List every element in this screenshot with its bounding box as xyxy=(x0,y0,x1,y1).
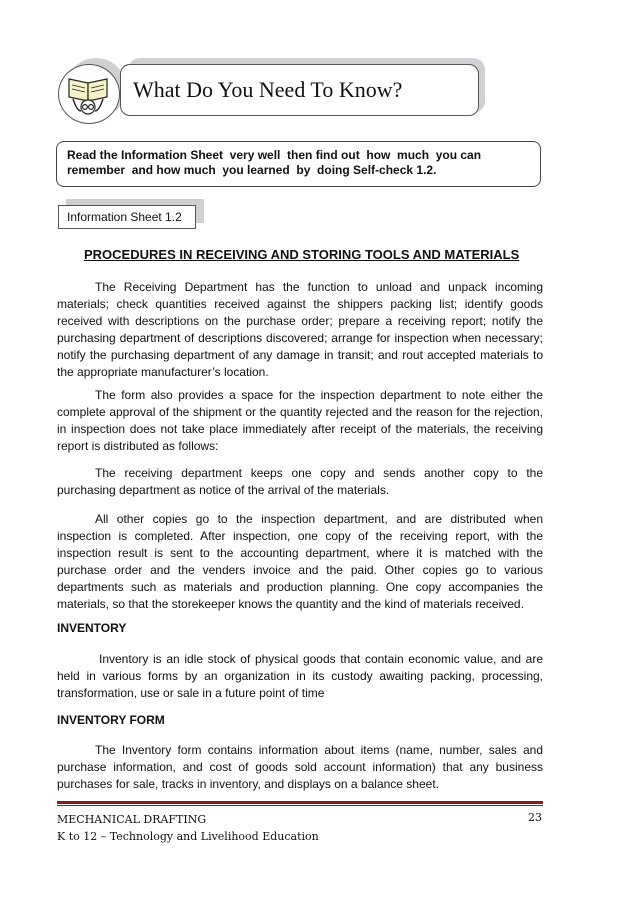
instruction-text xyxy=(67,148,481,178)
paragraph-receiving-copy: The receiving department keeps one copy and sends another copy to the purchasing department as notice of the arrival of the materials. xyxy=(57,466,543,497)
icon-badge xyxy=(58,64,120,124)
page-title: What Do You Need To Know? xyxy=(133,77,403,102)
section-heading: PROCEDURES IN RECEIVING AND STORING TOOLS AND MATERIALS xyxy=(84,247,520,262)
footer-course: MECHANICAL DRAFTING xyxy=(57,813,207,826)
instruction-line-2: remember and how much you learned by doing Self-check 1.2. xyxy=(67,163,437,177)
paragraph-other-copies: All other copies go to the inspection department, and are distributed when inspection is completed. After inspection, one copy of the receiving report, with the inspection result is sent to the accounting department, where it is matched with the purchase order and the venders invoice and the paid. Other copies go to various departments such as materials and production planning. One copy accompanies the materials, so that the storekeeper knows the quantity and the kind of materials received. xyxy=(57,512,543,611)
footer-subtitle: K to 12 – Technology and Livelihood Education xyxy=(57,830,319,843)
footer-rule-thin xyxy=(57,805,543,806)
reading-book-icon xyxy=(59,65,119,123)
instruction-line-1: Read the Information Sheet very well then find out how much you can xyxy=(67,148,482,162)
inventory-form-heading: INVENTORY FORM xyxy=(57,713,165,727)
footer-rule-thick xyxy=(57,801,543,804)
footer-text xyxy=(57,811,319,845)
info-sheet-tab xyxy=(58,205,196,229)
paragraph-receiving-department: The Receiving Department has the function to unload and unpack incoming materials; check quantities received against the shippers packing list; identify goods received with descriptions on the purchase order; prepare a receiving report; notify the purchasing department of descriptions discovered; arrange for inspection when necessary; notify the purchasing department of any damage in transit; and rout accepted materials to the appropriate manufacturer’s location. xyxy=(57,280,543,379)
inventory-heading: INVENTORY xyxy=(57,621,127,635)
title-banner xyxy=(120,64,479,116)
page-number: 23 xyxy=(528,811,542,824)
paragraph-inventory: Inventory is an idle stock of physical goods that contain economic value, and are held in various forms by an organization in its custody awaiting packing, processing, transformation, use or sale in a future point of time xyxy=(57,652,543,700)
paragraph-form-space: The form also provides a space for the inspection department to note either the complete approval of the shipment or the quantity rejected and the reason for the rejection, in inspection does not take place immediately after receipt of the materials, the receiving report is distributed as follows: xyxy=(57,388,543,453)
info-sheet-label: Information Sheet 1.2 xyxy=(67,210,182,224)
paragraph-inventory-form: The Inventory form contains information about items (name, number, sales and purchase information, and cost of goods sold account information) that any business purchases for sale, tracks in inventory, and displays on a balance sheet. xyxy=(57,743,543,791)
instruction-box xyxy=(56,141,541,187)
